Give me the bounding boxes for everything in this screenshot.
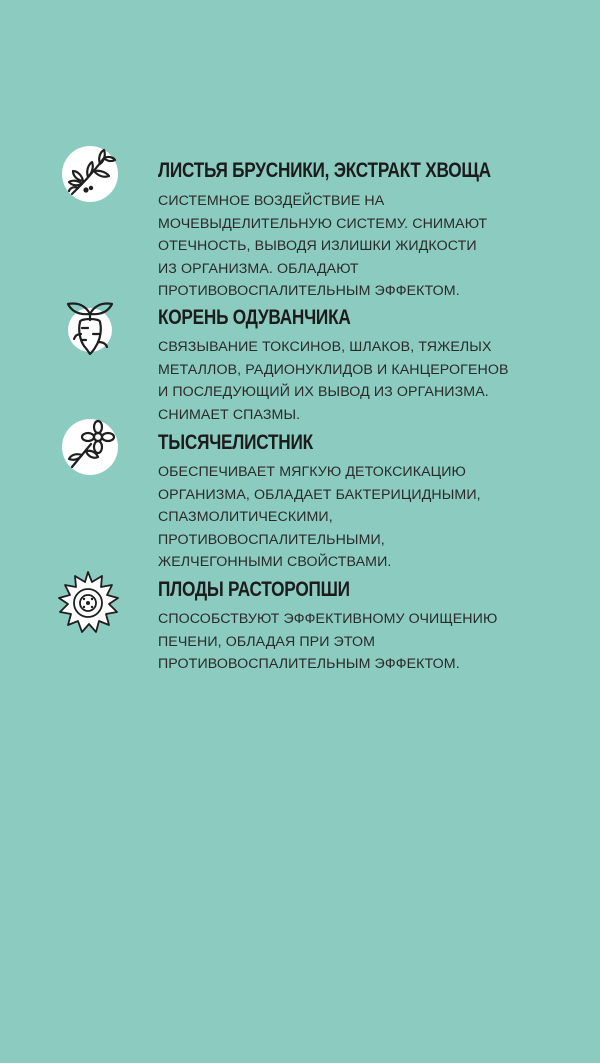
description-line: ОБЕСПЕЧИВАЕТ МЯГКУЮ ДЕТОКСИКАЦИЮ <box>158 464 466 480</box>
ingredient-title: ТЫСЯЧЕЛИСТНИК <box>158 431 313 454</box>
description-line: ПРОТИВОВОСПАЛИТЕЛЬНЫМ ЭФФЕКТОМ. <box>158 283 460 299</box>
description-line: ОРГАНИЗМА, ОБЛАДАЕТ БАКТЕРИЦИДНЫМИ, <box>158 486 481 503</box>
description-line: ПРОТИВОВОСПАЛИТЕЛЬНЫМ ЭФФЕКТОМ. <box>158 656 460 672</box>
description-line: ПРОТИВОВОСПАЛИТЕЛЬНЫМИ, <box>158 531 385 548</box>
description-line: СИСТЕМНОЕ ВОЗДЕЙСТВИЕ НА <box>158 193 385 209</box>
description-line: ЖЕЛЧЕГОННЫМИ СВОЙСТВАМИ. <box>158 554 392 570</box>
ingredient-title: ПЛОДЫ РАСТОРОПШИ <box>158 578 350 601</box>
milk-thistle-sunflower-icon <box>56 570 120 634</box>
ingredient-title: ЛИСТЬЯ БРУСНИКИ, ЭКСТРАКТ ХВОЩА <box>158 159 491 182</box>
description-line: ПЕЧЕНИ, ОБЛАДАЯ ПРИ ЭТОМ <box>158 633 376 650</box>
description-line: ОТЕЧНОСТЬ, ВЫВОДЯ ИЗЛИШКИ ЖИДКОСТИ <box>158 238 477 254</box>
description-line: СПАЗМОЛИТИЧЕСКИМИ, <box>158 509 333 525</box>
ingredient-description <box>158 608 588 676</box>
description-line: СНИМАЕТ СПАЗМЫ. <box>158 406 301 423</box>
lingonberry-branch-icon <box>60 144 120 204</box>
description-line: МЕТАЛЛОВ, РАДИОНУКЛИДОВ И КАНЦЕРОГЕНОВ <box>158 361 509 378</box>
dandelion-root-icon <box>60 296 120 356</box>
ingredient-description <box>158 461 588 574</box>
ingredient-description <box>158 336 588 426</box>
ingredient-title: КОРЕНЬ ОДУВАНЧИКА <box>158 306 351 329</box>
description-line: И ПОСЛЕДУЮЩИЙ ИХ ВЫВОД ИЗ ОРГАНИЗМА. <box>158 384 489 400</box>
description-line: СВЯЗЫВАНИЕ ТОКСИНОВ, ШЛАКОВ, ТЯЖЕЛЫХ <box>158 339 492 355</box>
description-line: СПОСОБСТВУЮТ ЭФФЕКТИВНОМУ ОЧИЩЕНИЮ <box>158 611 498 627</box>
description-line: МОЧЕВЫДЕЛИТЕЛЬНУЮ СИСТЕМУ. СНИМАЮТ <box>158 215 488 232</box>
description-line: ИЗ ОРГАНИЗМА. ОБЛАДАЮТ <box>158 260 359 277</box>
yarrow-flower-icon <box>60 417 120 477</box>
ingredient-description <box>158 190 588 303</box>
